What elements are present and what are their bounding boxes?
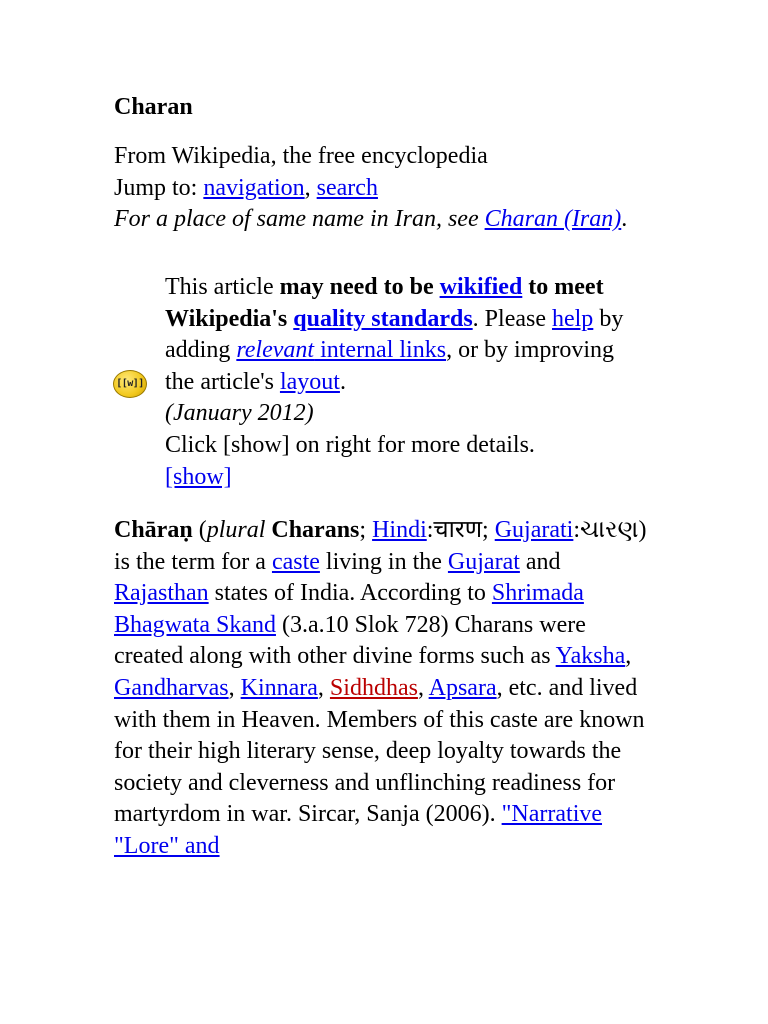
gandharvas-link[interactable]: Gandharvas — [114, 674, 229, 701]
yaksha-link[interactable]: Yaksha — [555, 643, 626, 670]
hatnote-end: . — [621, 206, 628, 233]
narrative-lore-citation-link[interactable]: "Narrative "Lore" and — [114, 801, 603, 859]
article-text: :ચારણ) is the term for a — [114, 517, 647, 575]
quality-standards-link[interactable]: quality standards — [293, 305, 473, 332]
jump-to-line — [114, 173, 674, 205]
relevant-internal-links-link[interactable] — [236, 337, 446, 363]
article-paragraph — [114, 515, 659, 863]
jump-sep: , — [304, 174, 317, 201]
jump-navigation-link[interactable]: navigation — [203, 174, 305, 201]
banner-text-2: may need to be — [279, 274, 440, 300]
show-details-link[interactable]: [show] — [165, 463, 232, 490]
article-text: Charans — [271, 517, 360, 543]
article-text: , — [625, 643, 632, 670]
article-text: and — [519, 548, 561, 575]
article-text: (3.a.10 Slok 728) Charans were created along with other divine forms such as — [114, 611, 586, 670]
hatnote-charan-iran-link[interactable]: Charan (Iran) — [484, 206, 622, 233]
relevant-word: relevant — [236, 337, 315, 364]
article-text: , — [417, 674, 429, 701]
wikify-icon: [[w]] — [113, 370, 147, 398]
wikified-link[interactable]: wikified — [439, 274, 523, 300]
article-text: ; — [359, 517, 373, 543]
apsara-link[interactable]: Apsara — [428, 674, 497, 701]
banner-text-5: by adding — [165, 305, 624, 364]
layout-link[interactable]: layout — [279, 368, 340, 395]
article-text: :चारण; — [426, 517, 495, 543]
kinnara-link[interactable]: Kinnara — [240, 674, 318, 701]
help-link[interactable]: help — [551, 305, 594, 332]
caste-link[interactable]: caste — [271, 548, 320, 575]
article-text: , etc. and lived with them in Heaven. Members of this caste are known for their high literary sense, deep loyalty towards the society and cleverness and unflinching readiness for martyrdom in war. Sircar, Sanja (2006). — [114, 674, 645, 828]
gujarati-link[interactable]: Gujarati — [494, 517, 574, 543]
hindi-link[interactable]: Hindi — [372, 517, 427, 543]
jump-search-link[interactable]: search — [316, 174, 378, 201]
jump-prefix: Jump to: — [114, 174, 204, 201]
intro-block — [114, 141, 674, 236]
article-text: states of India. According to — [208, 580, 492, 607]
banner-text-3: to meet Wikipedia's — [165, 274, 604, 332]
banner-click-text: Click [show] on right for more details. — [165, 431, 535, 458]
article-text: ( — [192, 517, 207, 543]
wikify-banner — [165, 272, 645, 493]
banner-message — [165, 272, 645, 398]
hatnote — [114, 204, 674, 236]
banner-text-7: . — [339, 368, 346, 395]
banner-date: (January 2012) — [165, 400, 314, 427]
sidhdhas-redlink[interactable]: Sidhdhas — [329, 674, 418, 701]
article-text: living in the — [319, 548, 448, 575]
page-title: Charan — [114, 94, 193, 120]
hatnote-text: For a place of same name in Iran, see — [114, 206, 485, 233]
banner-text-4: . Please — [472, 305, 552, 332]
internal-links-words: internal links — [314, 337, 447, 364]
article-subject: Chāraṇ — [114, 517, 193, 543]
gujarat-link[interactable]: Gujarat — [447, 548, 520, 575]
rajasthan-link[interactable]: Rajasthan — [114, 580, 209, 607]
tagline: From Wikipedia, the free encyclopedia — [114, 143, 488, 169]
article-text: , — [317, 674, 330, 701]
article-text: , — [228, 674, 241, 701]
banner-text-6: , or by improving the article's — [165, 337, 615, 395]
shrimada-bhagwata-skand-link[interactable]: Shrimada Bhagwata Skand — [114, 580, 584, 638]
article-text: plural — [206, 517, 266, 543]
banner-text-1: This article — [165, 274, 280, 300]
